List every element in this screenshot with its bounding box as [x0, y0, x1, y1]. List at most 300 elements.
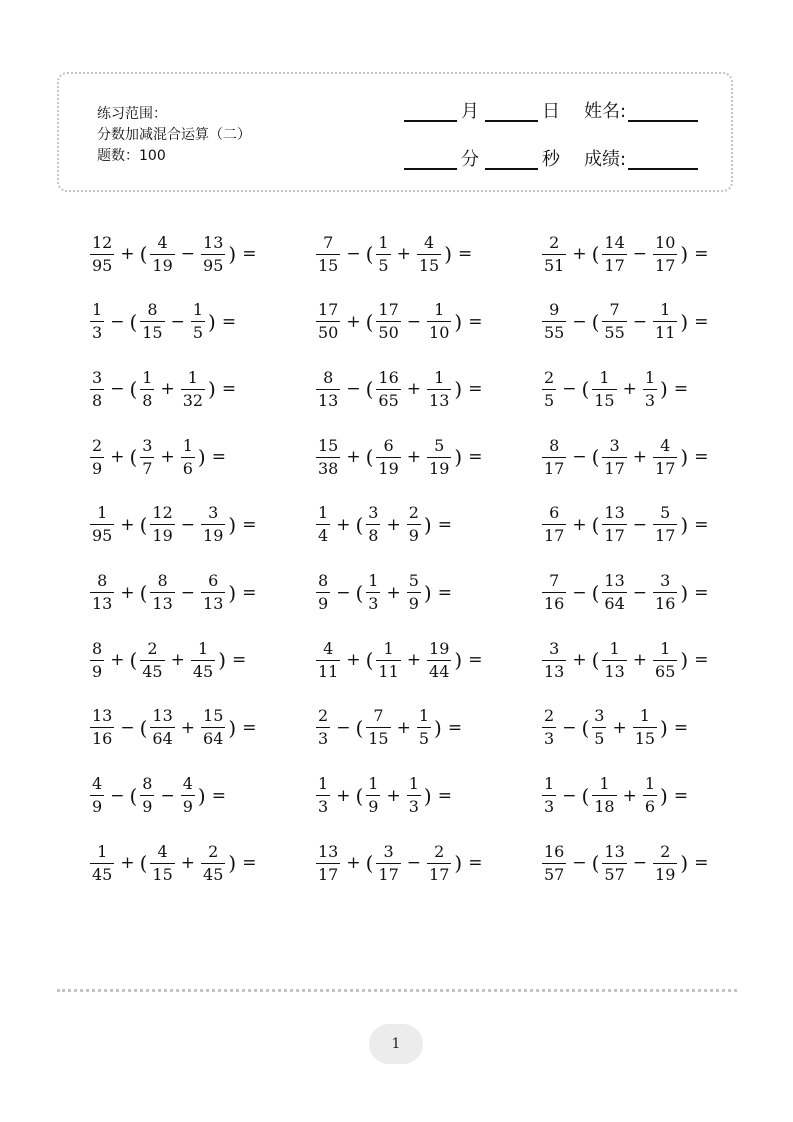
- minute-blank[interactable]: [404, 148, 457, 170]
- denominator: 16: [92, 729, 113, 749]
- denominator: 5: [378, 255, 389, 275]
- close-paren: ): [454, 377, 463, 402]
- open-paren: (: [591, 851, 600, 876]
- math-problem: [314, 833, 482, 893]
- math-problem: [314, 495, 452, 555]
- denominator: 17: [655, 255, 676, 275]
- numerator: 8: [549, 435, 560, 455]
- operator: −: [120, 717, 135, 738]
- numerator: 1: [192, 300, 204, 320]
- denominator: 95: [92, 255, 113, 275]
- open-paren: (: [365, 309, 374, 334]
- operator: +: [180, 717, 196, 738]
- equals-sign: =: [437, 582, 452, 603]
- denominator: 32: [182, 390, 204, 410]
- equals-sign: =: [673, 379, 689, 400]
- equals-sign: =: [468, 379, 483, 400]
- equals-sign: =: [694, 514, 709, 535]
- numerator: 1: [187, 367, 198, 387]
- numerator: 7: [323, 232, 334, 252]
- denominator: 9: [368, 797, 379, 817]
- fraction-b: [376, 841, 400, 884]
- math-problem: [88, 427, 226, 487]
- operator: +: [120, 582, 135, 603]
- numerator: 1: [92, 300, 103, 320]
- math-problem: [540, 698, 688, 758]
- operator: +: [120, 244, 135, 264]
- operator: −: [180, 244, 196, 264]
- operator: −: [406, 853, 422, 874]
- math-problem: [314, 427, 482, 487]
- denominator: 17: [378, 864, 399, 884]
- denominator: 11: [318, 661, 339, 681]
- math-problem: [540, 630, 708, 690]
- operator: −: [170, 311, 185, 332]
- denominator: 3: [408, 797, 419, 817]
- close-paren: ): [423, 580, 432, 605]
- numerator: 2: [92, 435, 103, 455]
- fraction-c: [201, 232, 225, 275]
- fraction-b: [592, 708, 606, 747]
- denominator: 45: [192, 661, 214, 681]
- open-paren: (: [591, 648, 600, 673]
- denominator: 8: [92, 390, 103, 410]
- score-blank[interactable]: [628, 148, 698, 170]
- operator: +: [632, 447, 648, 468]
- open-paren: (: [581, 715, 590, 740]
- denominator: 95: [203, 255, 224, 275]
- denominator: 15: [368, 729, 389, 749]
- numerator: 6: [208, 571, 219, 590]
- denominator: 13: [152, 594, 173, 613]
- fraction-c: [653, 573, 677, 612]
- open-paren: (: [365, 851, 374, 876]
- operator: −: [336, 582, 351, 603]
- equals-sign: =: [242, 244, 257, 264]
- numerator: 19: [429, 638, 450, 658]
- denominator: 5: [418, 729, 430, 749]
- fraction-a: [316, 573, 330, 612]
- denominator: 15: [142, 323, 163, 343]
- equals-sign: =: [694, 447, 709, 468]
- denominator: 9: [182, 797, 193, 817]
- numerator: 1: [97, 841, 108, 861]
- fraction-b: [602, 638, 626, 681]
- fraction-c: [191, 638, 215, 681]
- numerator: 8: [97, 571, 108, 590]
- equals-sign: =: [242, 853, 257, 874]
- fraction-b: [376, 638, 400, 681]
- open-paren: (: [355, 715, 364, 740]
- worksheet-header: [57, 72, 733, 192]
- operator: −: [160, 785, 175, 806]
- numerator: 3: [609, 435, 620, 455]
- open-paren: (: [129, 445, 138, 470]
- close-paren: ): [228, 715, 237, 740]
- denominator: 15: [418, 255, 440, 275]
- numerator: 1: [644, 774, 656, 794]
- fraction-c: [653, 505, 677, 544]
- numerator: 1: [383, 638, 394, 658]
- day-blank[interactable]: [485, 100, 538, 122]
- numerator: 1: [434, 300, 445, 320]
- numerator: 12: [92, 232, 113, 252]
- numerator: 8: [92, 638, 103, 658]
- range-topic: 分数加减混合运算（二）: [97, 127, 251, 143]
- denominator: 64: [152, 729, 173, 749]
- denominator: 95: [92, 526, 113, 546]
- denominator: 65: [378, 390, 399, 410]
- equals-sign: =: [211, 785, 226, 806]
- denominator: 8: [368, 526, 379, 546]
- open-paren: (: [139, 512, 148, 537]
- numerator: 7: [549, 571, 560, 590]
- numerator: 16: [544, 841, 565, 861]
- close-paren: ): [454, 445, 463, 470]
- numerator: 8: [142, 774, 153, 794]
- denominator: 19: [152, 526, 173, 546]
- operator: +: [632, 650, 648, 671]
- open-paren: (: [139, 580, 148, 605]
- operator: −: [562, 379, 577, 400]
- name-blank[interactable]: [628, 100, 698, 122]
- open-paren: (: [129, 377, 138, 402]
- fraction-c: [653, 841, 677, 884]
- open-paren: (: [591, 512, 600, 537]
- operator: +: [180, 853, 196, 874]
- fraction-b: [150, 708, 174, 747]
- fraction-a: [542, 638, 566, 681]
- numerator: 1: [599, 774, 610, 794]
- denominator: 57: [544, 864, 565, 884]
- operator: −: [180, 582, 196, 603]
- fraction-b: [150, 232, 174, 275]
- fraction-b: [366, 776, 380, 815]
- numerator: 4: [323, 638, 334, 658]
- fraction-c: [427, 435, 451, 478]
- denominator: 45: [142, 661, 163, 681]
- close-paren: ): [680, 648, 689, 673]
- denominator: 9: [318, 594, 329, 613]
- fraction-a: [316, 232, 340, 275]
- open-paren: (: [139, 242, 148, 266]
- operator: +: [572, 514, 587, 535]
- fraction-b: [140, 435, 154, 478]
- math-problem: [540, 359, 688, 419]
- numerator: 1: [197, 638, 209, 658]
- close-paren: ): [208, 377, 216, 402]
- denominator: 17: [318, 864, 339, 884]
- numerator: 1: [368, 774, 379, 794]
- close-paren: ): [423, 783, 432, 808]
- fraction-a: [316, 302, 340, 341]
- close-paren: ): [454, 309, 463, 334]
- open-paren: (: [139, 851, 148, 876]
- fraction-a: [90, 708, 114, 747]
- close-paren: ): [680, 309, 689, 334]
- equals-sign: =: [468, 447, 483, 468]
- page-number: 1: [369, 1024, 423, 1064]
- numerator: 8: [318, 571, 329, 590]
- numerator: 5: [408, 571, 419, 590]
- operator: −: [336, 717, 351, 738]
- equals-sign: =: [673, 717, 689, 738]
- fraction-b: [602, 573, 626, 612]
- operator: −: [180, 514, 196, 535]
- numerator: 1: [182, 435, 193, 455]
- numerator: 4: [157, 232, 168, 252]
- open-paren: (: [355, 783, 364, 808]
- fraction-b: [592, 367, 616, 410]
- denominator: 3: [318, 797, 329, 817]
- numerator: 1: [318, 774, 329, 794]
- equals-sign: =: [694, 853, 709, 874]
- fraction-b: [366, 573, 380, 612]
- denominator: 17: [604, 526, 625, 546]
- range-label: 练习范围：: [97, 106, 167, 122]
- open-paren: (: [581, 783, 590, 808]
- operator: +: [120, 853, 135, 874]
- denominator: 4: [318, 526, 329, 546]
- denominator: 15: [318, 255, 339, 275]
- open-paren: (: [365, 242, 374, 266]
- math-problem: [314, 224, 472, 284]
- second-blank[interactable]: [485, 148, 538, 170]
- denominator: 16: [544, 594, 565, 613]
- fraction-b: [376, 302, 400, 341]
- numerator: 4: [157, 841, 168, 861]
- operator: +: [336, 514, 351, 535]
- equals-sign: =: [694, 650, 709, 671]
- fraction-c: [201, 573, 225, 612]
- close-paren: ): [197, 783, 206, 808]
- denominator: 9: [408, 526, 419, 546]
- fraction-a: [316, 638, 340, 681]
- operator: +: [386, 514, 401, 535]
- denominator: 45: [203, 864, 224, 884]
- math-problem: [540, 766, 688, 826]
- operator: −: [346, 244, 361, 264]
- math-problem: [314, 359, 482, 419]
- fraction-b: [140, 638, 164, 681]
- equals-sign: =: [694, 582, 709, 603]
- operator: −: [572, 853, 587, 874]
- second-label: 秒: [542, 149, 560, 170]
- operator: −: [572, 447, 587, 468]
- operator: +: [346, 650, 361, 671]
- operator: −: [562, 785, 577, 806]
- numerator: 2: [147, 638, 158, 658]
- operator: +: [406, 379, 422, 400]
- operator: +: [622, 379, 637, 400]
- denominator: 9: [92, 661, 103, 681]
- equals-sign: =: [221, 379, 237, 400]
- numerator: 2: [318, 706, 329, 726]
- equals-sign: =: [468, 853, 483, 874]
- fraction-c: [181, 435, 195, 478]
- math-problem: [540, 563, 708, 623]
- open-paren: (: [581, 377, 590, 402]
- numerator: 8: [147, 300, 158, 320]
- fraction-a: [316, 841, 340, 884]
- denominator: 13: [429, 390, 450, 410]
- numerator: 13: [604, 841, 625, 861]
- numerator: 3: [549, 638, 560, 658]
- numerator: 3: [594, 706, 605, 726]
- denominator: 3: [644, 390, 656, 410]
- math-problem: [540, 292, 708, 352]
- open-paren: (: [129, 309, 138, 334]
- numerator: 1: [599, 367, 610, 387]
- numerator: 1: [660, 638, 671, 658]
- denominator: 57: [604, 864, 625, 884]
- numerator: 2: [544, 367, 555, 387]
- denominator: 19: [152, 255, 173, 275]
- operator: −: [632, 582, 648, 603]
- denominator: 18: [594, 797, 615, 817]
- fraction-a: [90, 232, 114, 275]
- denominator: 19: [203, 526, 224, 546]
- equals-sign: =: [242, 717, 257, 738]
- math-problem: [540, 427, 708, 487]
- denominator: 64: [203, 729, 224, 749]
- date-name-row: [404, 100, 698, 122]
- operator: +: [160, 379, 175, 400]
- numerator: 4: [423, 232, 435, 252]
- numerator: 17: [318, 300, 339, 320]
- math-problem: [88, 630, 246, 690]
- numerator: 13: [92, 706, 113, 726]
- operator: +: [346, 311, 361, 332]
- operator: −: [632, 311, 648, 332]
- close-paren: ): [444, 242, 453, 266]
- numerator: 1: [368, 571, 379, 590]
- denominator: 17: [604, 255, 625, 275]
- equals-sign: =: [242, 582, 257, 603]
- operator: +: [386, 582, 401, 603]
- fraction-b: [376, 232, 390, 275]
- numerator: 1: [418, 706, 430, 726]
- operator: +: [406, 650, 422, 671]
- denominator: 51: [544, 255, 565, 275]
- math-problem: [314, 292, 482, 352]
- fraction-c: [653, 232, 677, 275]
- denominator: 6: [644, 797, 656, 817]
- math-problem: [314, 698, 462, 758]
- operator: +: [386, 785, 401, 806]
- fraction-a: [316, 505, 330, 544]
- numerator: 1: [609, 638, 620, 658]
- numerator: 13: [152, 706, 173, 726]
- fraction-c: [427, 367, 451, 410]
- operator: −: [406, 311, 422, 332]
- open-paren: (: [365, 648, 374, 673]
- fraction-c: [653, 638, 677, 681]
- numerator: 16: [378, 367, 399, 387]
- equals-sign: =: [458, 244, 473, 264]
- fraction-b: [602, 302, 626, 341]
- math-problem: [540, 495, 708, 555]
- operator: +: [160, 447, 175, 468]
- fraction-a: [316, 435, 340, 478]
- denominator: 64: [604, 594, 625, 613]
- denominator: 9: [408, 594, 419, 613]
- numerator: 13: [318, 841, 339, 861]
- equals-sign: =: [694, 311, 709, 332]
- close-paren: ): [680, 851, 689, 876]
- close-paren: ): [434, 715, 442, 740]
- numerator: 1: [318, 503, 329, 523]
- close-paren: ): [660, 377, 668, 402]
- fraction-c: [653, 302, 677, 341]
- math-problem: [88, 698, 256, 758]
- numerator: 3: [92, 367, 103, 387]
- fraction-c: [201, 841, 225, 884]
- denominator: 7: [142, 458, 153, 478]
- denominator: 19: [429, 458, 450, 478]
- denominator: 5: [544, 390, 555, 410]
- fraction-a: [542, 708, 556, 747]
- denominator: 15: [152, 864, 173, 884]
- numerator: 5: [434, 435, 445, 455]
- fraction-c: [201, 505, 225, 544]
- numerator: 2: [660, 841, 671, 861]
- operator: +: [396, 717, 411, 738]
- numerator: 8: [323, 367, 334, 387]
- numerator: 2: [544, 706, 555, 726]
- numerator: 1: [544, 774, 555, 794]
- operator: −: [110, 311, 125, 332]
- numerator: 4: [92, 774, 103, 794]
- open-paren: (: [355, 580, 364, 605]
- month-blank[interactable]: [404, 100, 457, 122]
- operator: −: [346, 379, 361, 400]
- numerator: 2: [549, 232, 560, 252]
- math-problem: [88, 359, 236, 419]
- close-paren: ): [228, 512, 237, 537]
- operator: +: [110, 447, 125, 468]
- fraction-b: [140, 367, 154, 410]
- denominator: 17: [544, 458, 565, 478]
- operator: +: [170, 650, 185, 671]
- fraction-c: [643, 367, 657, 410]
- fraction-a: [316, 708, 330, 747]
- denominator: 65: [655, 661, 676, 681]
- fraction-a: [542, 776, 556, 815]
- fraction-a: [542, 573, 566, 612]
- fraction-a: [90, 776, 104, 815]
- numerator: 1: [97, 503, 108, 523]
- fraction-c: [427, 638, 451, 681]
- close-paren: ): [660, 715, 668, 740]
- fraction-a: [542, 367, 556, 410]
- denominator: 19: [378, 458, 399, 478]
- fraction-b: [366, 505, 380, 544]
- fraction-a: [90, 435, 104, 478]
- numerator: 3: [383, 841, 394, 861]
- fraction-b: [140, 776, 154, 815]
- month-label: 月: [461, 101, 479, 122]
- operator: +: [622, 785, 637, 806]
- denominator: 17: [655, 458, 676, 478]
- math-problem: [88, 766, 226, 826]
- denominator: 11: [655, 323, 676, 343]
- fraction-c: [643, 776, 657, 815]
- name-label: 姓名:: [584, 101, 627, 122]
- denominator: 3: [544, 797, 555, 817]
- numerator: 8: [157, 571, 168, 590]
- footer-divider: [57, 989, 737, 992]
